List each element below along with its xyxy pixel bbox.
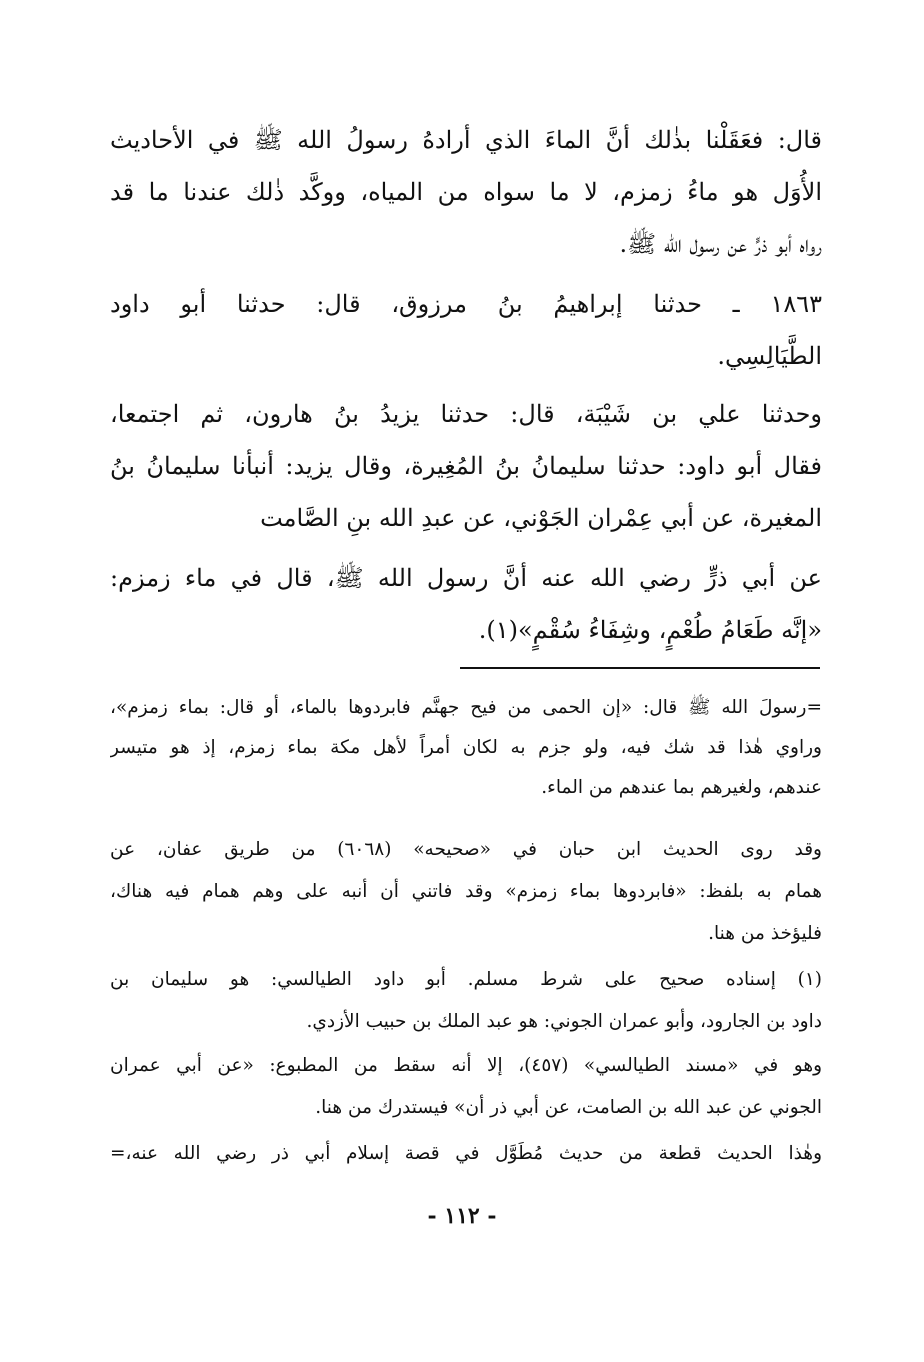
footnote-line: وهو في «مسند الطيالسي» (٤٥٧)، إلا أنه سقط من المطبوع: «عن أبي عمران: [110, 1055, 822, 1076]
main-text-line: فقال أبو داود: حدثنا سليمانُ بنُ المُغِيرة، وقال يزيد: أنبأنا سليمانُ بنُ: [110, 452, 822, 480]
footnote-line: الجوني عن عبد الله بن الصامت، عن أبي ذر أن» فيستدرك من هنا.: [315, 1097, 822, 1118]
footnote-line: همام به بلفظ: «فابردوها بماء زمزم» وقد فاتني أن أنبه على وهم همام فيه هناك،: [110, 881, 822, 902]
main-text-line: قال: فعَقَلْنا بذٰلك أنَّ الماءَ الذي أرادهُ رسولُ الله ﷺ في الأحاديث: [110, 126, 822, 154]
main-text-line: وحدثنا علي بن شَيْبَة، قال: حدثنا يزيدُ بنُ هارون، ثم اجتمعا،: [110, 400, 822, 428]
footnote-line: فليؤخذ من هنا.: [708, 923, 822, 944]
footnote-line: داود بن الجارود، وأبو عمران الجوني: هو عبد الملك بن حبيب الأزدي.: [306, 1011, 822, 1032]
main-text-line: الأُوَل هو ماءُ زمزم، لا ما سواه من المياه، ووكَّد ذٰلك عندنا ما قد: [110, 178, 822, 206]
footnote-divider: [460, 667, 820, 669]
hadith-number-line: ١٨٦٣ ـ حدثنا إبراهيمُ بنُ مرزوق، قال: حدثنا أبو داود: [110, 290, 822, 318]
main-text-line: «إنَّه طَعَامُ طُعْمٍ، وشِفَاءُ سُقْمٍ»(١).: [478, 616, 822, 644]
footnote-line: وقد روى الحديث ابن حبان في «صحيحه» (٦٠٦٨) من طريق عفان، عن: [110, 839, 822, 860]
footnote-line: عندهم، ولغيرهم بما عندهم من الماء.: [541, 777, 822, 798]
main-text-line: عن أبي ذرٍّ رضي الله عنه أنَّ رسول الله ﷺ، قال في ماء زمزم:: [110, 564, 822, 592]
footnote-line: وهٰذا الحديث قطعة من حديث مُطَوَّل في قصة إسلام أبي ذر رضي الله عنه،=: [110, 1143, 822, 1164]
footnote-line: وراوي هٰذا قد شك فيه، ولو جزم به لكان أمراً لأهل مكة بماء زمزم، إذ هو متيسر: [110, 737, 822, 758]
page-number: - ١١٢ -: [427, 1203, 497, 1229]
main-text-line: الطَّيَالِسِي.: [717, 342, 822, 370]
main-text-line: رواه أبو ذرٍّ عن رسول الله ﷺ.: [619, 230, 822, 258]
main-text-line: المغيرة، عن أبي عِمْران الجَوْني، عن عبدِ الله بنِ الصَّامت: [260, 504, 822, 532]
footnote-line: =رسولَ الله ﷺ قال: «إن الحمى من فيح جهنَّم فابردوها بالماء، أو قال: بماء زمزم»،: [110, 697, 822, 718]
footnote-line: (١) إسناده صحيح على شرط مسلم. أبو داود الطيالسي: هو سليمان بن: [110, 969, 822, 990]
